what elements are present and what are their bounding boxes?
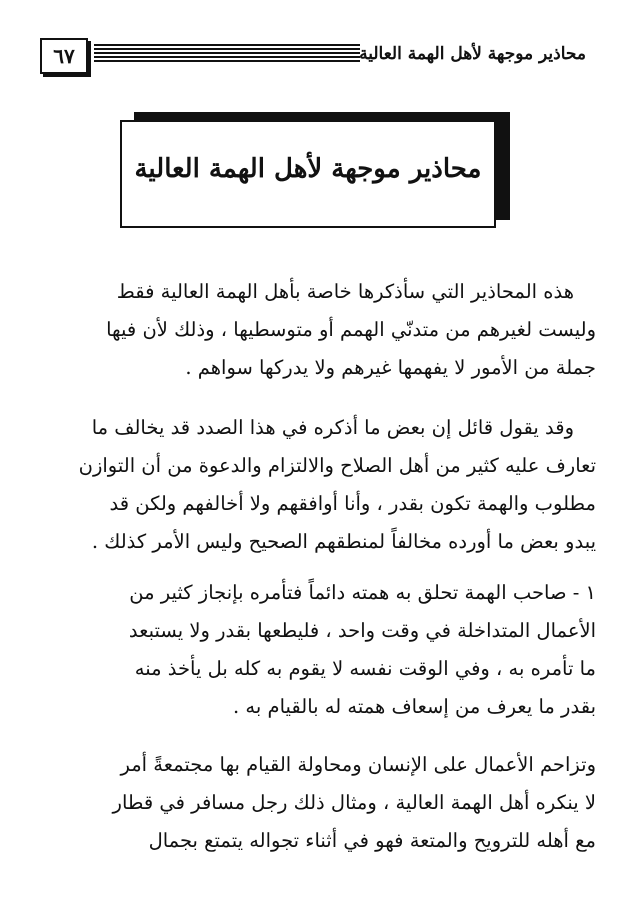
text-line: وليست لغيرهم من متدنّي الهمم أو متوسطيها ، وذلك لأن فيها bbox=[106, 318, 596, 341]
page-header bbox=[40, 38, 586, 74]
text-line: الأعمال المتداخلة في وقت واحد ، فليطعها بقدر ولا يستبعد bbox=[128, 619, 596, 642]
text-line: يبدو بعض ما أورده مخالفاً لمنطقهم الصحيح وليس الأمر كذلك . bbox=[91, 530, 596, 553]
text-line: لا ينكره أهل الهمة العالية ، ومثال ذلك رجل مسافر في قطار bbox=[112, 791, 596, 814]
running-title: محاذير موجهة لأهل الهمة العالية bbox=[359, 44, 586, 64]
header-rule-lines bbox=[94, 44, 360, 64]
paragraph-4 bbox=[40, 746, 596, 860]
chapter-title: محاذير موجهة لأهل الهمة العالية bbox=[134, 154, 482, 184]
text-line: مع أهله للترويح والمتعة فهو في أثناء تجواله يتمتع بجمال bbox=[148, 829, 596, 852]
text-line: بقدر ما يعرف من إسعاف همته له بالقيام به . bbox=[233, 695, 596, 718]
paragraph-1 bbox=[40, 273, 596, 387]
chapter-title-box bbox=[120, 120, 496, 228]
paragraph-3 bbox=[40, 574, 596, 726]
page-number: ٦٧ bbox=[40, 38, 88, 74]
text-line: هذه المحاذير التي سأذكرها خاصة بأهل الهمة العالية فقط bbox=[116, 280, 574, 303]
text-line: تعارف عليه كثير من أهل الصلاح والالتزام والدعوة من أن التوازن bbox=[78, 454, 596, 477]
text-line: مطلوب والهمة تكون بقدر ، وأنا أوافقهم ولا أخالفهم ولكن قد bbox=[109, 492, 596, 515]
text-line: وقد يقول قائل إن بعض ما أذكره في هذا الصدد قد يخالف ما bbox=[91, 416, 574, 439]
text-line: ما تأمره به ، وفي الوقت نفسه لا يقوم به كله بل يأخذ منه bbox=[134, 657, 596, 680]
paragraph-2 bbox=[40, 409, 596, 561]
text-line: ١ - صاحب الهمة تحلق به همته دائماً فتأمره بإنجاز كثير من bbox=[129, 581, 596, 604]
text-line: جملة من الأمور لا يفهمها غيرهم ولا يدركها سواهم . bbox=[185, 356, 596, 379]
text-line: وتزاحم الأعمال على الإنسان ومحاولة القيام بها مجتمعةً أمر bbox=[120, 753, 596, 776]
